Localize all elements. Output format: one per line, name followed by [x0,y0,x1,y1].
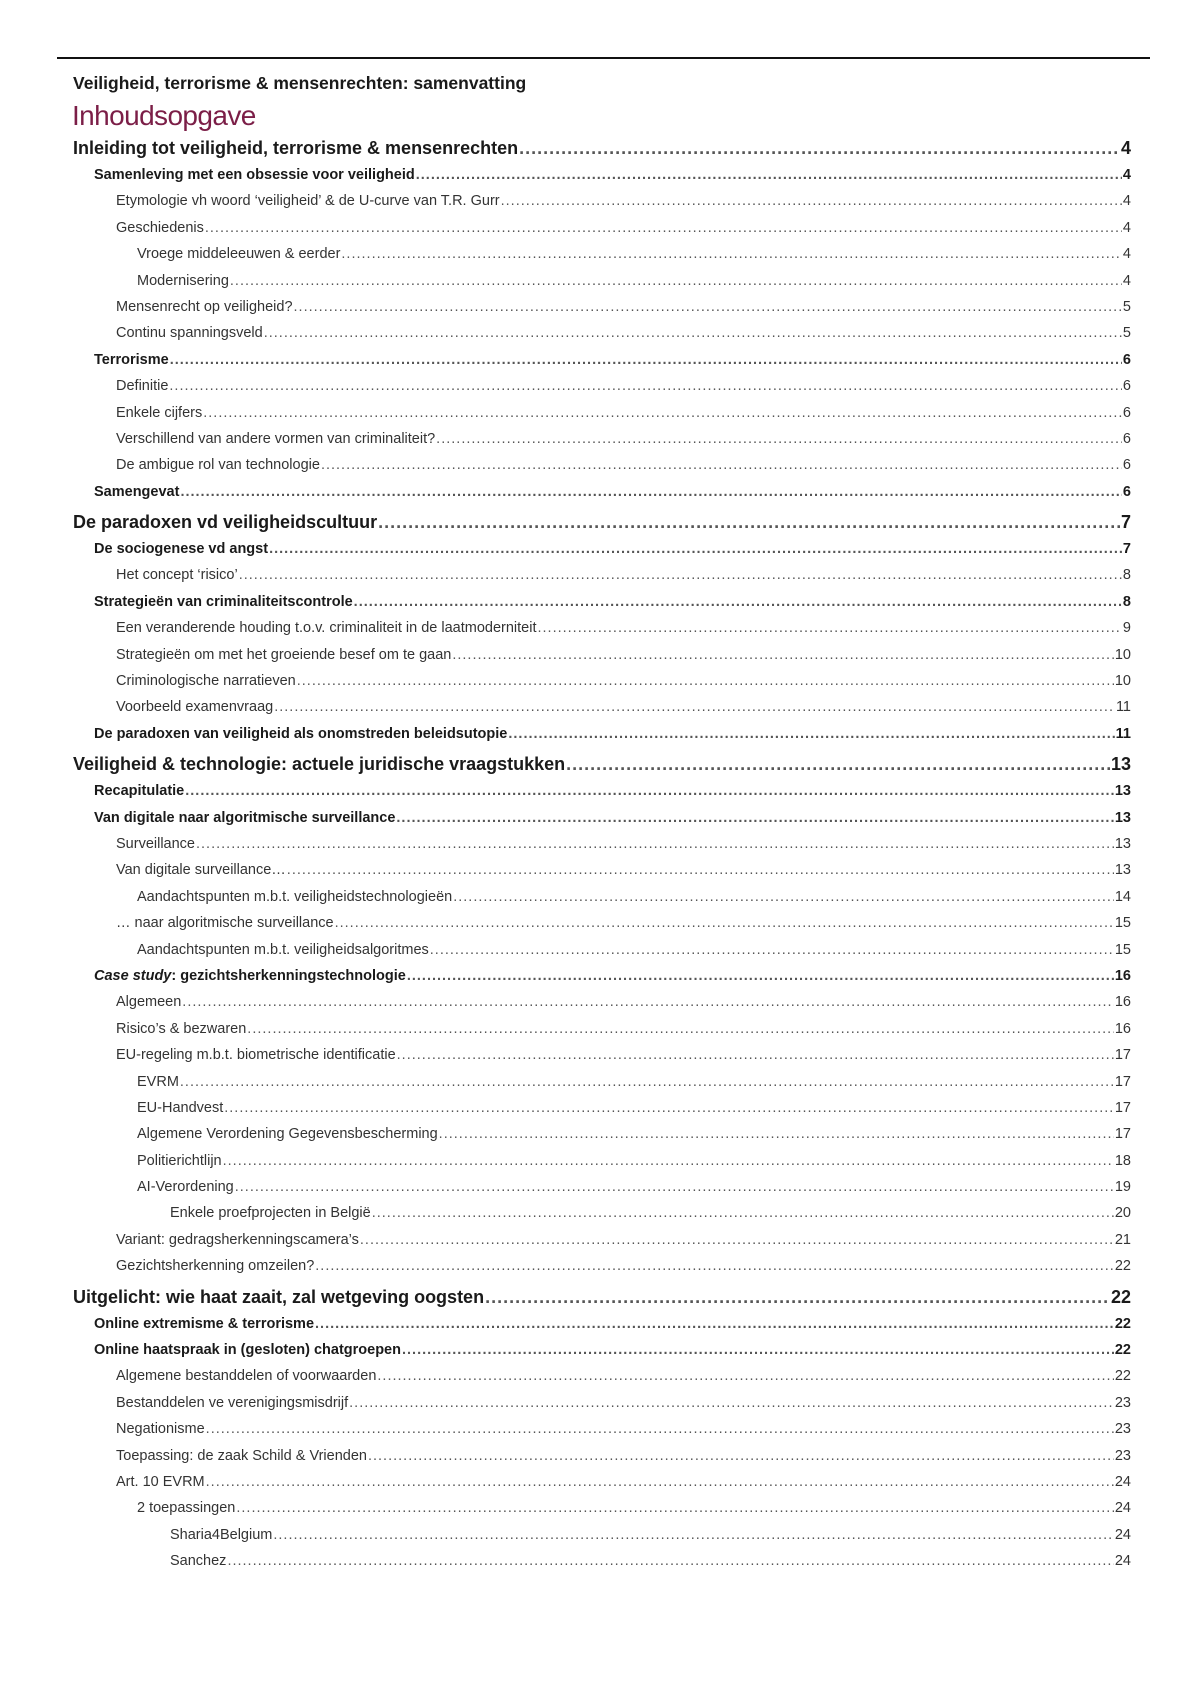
toc-page-number: 20 [1114,1205,1131,1222]
toc-entry[interactable] [73,1527,1131,1553]
toc-entry[interactable] [73,457,1131,483]
toc-entry-title [116,567,238,583]
toc-page-number: 11 [1115,725,1131,742]
toc-page-number: 6 [1122,430,1131,447]
toc-entry[interactable] [73,1153,1131,1179]
toc-dot-leader [206,1421,1114,1438]
toc-entry-title-text: Enkele cijfers [116,404,203,421]
toc-entry-title-text: Terrorisme [94,351,169,368]
toc-entry[interactable] [73,1021,1131,1047]
toc-page-number: 15 [1114,941,1131,958]
toc-entry-title-text: Continu spanningsveld [116,325,263,342]
toc-entry[interactable] [73,594,1131,620]
toc-page-number: 5 [1122,325,1131,342]
toc-entry-title [116,1395,348,1411]
toc-entry-title [116,431,435,447]
toc-entry-title [116,1448,367,1464]
toc-entry-title-text: Inleiding tot veiligheid, terrorisme & mensenrechten [73,138,519,158]
toc-entry[interactable] [73,1232,1131,1258]
toc-entry[interactable] [73,862,1131,888]
toc-entry-title-text: De sociogenese vd angst [94,541,269,558]
toc-entry-title [94,484,179,500]
toc-entry-title [116,862,286,878]
toc-dot-leader [537,620,1121,637]
toc-entry-title-text: Geschiedenis [116,219,204,236]
toc-page-number: 9 [1122,620,1131,637]
toc-entry-title-text: Uitgelicht: wie haat zaait, zal wetgeving oogsten [73,1286,485,1307]
toc-entry-title [73,754,565,775]
toc-entry[interactable] [73,783,1131,809]
toc-entry[interactable] [73,968,1131,994]
toc-dot-leader [519,138,1120,160]
toc-entry-title [94,352,169,368]
toc-entry-title-text: Algemene bestanddelen of voorwaarden [116,1368,377,1385]
toc-entry[interactable] [73,1474,1131,1500]
toc-entry-title [116,405,202,421]
toc-page-number: 23 [1114,1447,1131,1464]
toc-entry-title [116,1021,246,1037]
toc-entry[interactable] [73,246,1131,272]
toc-entry-title-text: Modernisering [137,272,229,289]
toc-entry-title-text: Samengevat [94,483,180,500]
toc-entry-title-text: Negationisme [116,1421,205,1438]
toc-dot-leader [170,352,1122,369]
toc-entry-title [137,1074,179,1090]
toc-entry-title-text: De paradoxen vd veiligheidscultuur [73,512,378,533]
toc-entry-title [73,512,377,533]
toc-entry-title-text: Enkele proefprojecten in België [170,1205,371,1222]
toc-entry-title-text: Mensenrecht op veiligheid? [116,298,293,315]
toc-dot-leader [203,405,1122,422]
toc-entry[interactable] [73,699,1131,725]
toc-entry-title [94,968,406,984]
toc-entry[interactable] [73,1368,1131,1394]
toc-entry-title-text: Definitie [116,378,169,395]
toc-page-number: 22 [1110,1286,1131,1307]
toc-entry-title-text: 2 toepassingen [137,1500,236,1517]
toc-entry-title [94,1316,314,1332]
toc-dot-leader [349,1395,1114,1412]
toc-dot-leader [354,594,1122,611]
toc-entry-title [116,1474,205,1490]
toc-dot-leader [397,1047,1114,1064]
toc-page-number: 24 [1114,1473,1131,1490]
toc-entry-title-text: Online haatspraak in (gesloten) chatgroepen [94,1342,401,1359]
toc-dot-leader [223,1153,1114,1170]
toc-entry[interactable] [73,1126,1131,1152]
toc-entry-title [73,1287,484,1308]
toc-entry-title-text: Variant: gedragsherkenningscamera’s [116,1231,359,1248]
toc-dot-leader [416,167,1122,184]
toc-heading: Inhoudsopgave [72,100,256,131]
toc-entry-title [116,915,334,931]
toc-page-number: 17 [1114,1126,1131,1143]
toc-entry-title [137,1100,223,1116]
toc-page-number: 6 [1122,378,1131,395]
toc-page-number: 17 [1114,1047,1131,1064]
table-of-contents [73,136,1131,1580]
toc-entry[interactable] [73,726,1131,752]
toc-entry-title-text: : gezichtsherkenningstechnologie [171,967,406,984]
toc-entry-title-text: Voorbeeld examenvraag [116,699,274,716]
toc-page-number: 7 [1120,512,1131,533]
toc-entry[interactable] [73,836,1131,862]
toc-page-number: 18 [1114,1152,1131,1169]
toc-dot-leader [180,484,1121,501]
toc-entry-title-text: Vroege middeleeuwen & eerder [137,246,341,263]
toc-entry-title-text: Sanchez [170,1553,227,1570]
toc-entry[interactable] [73,510,1131,541]
toc-page-number: 22 [1114,1342,1131,1359]
toc-entry-title [94,594,353,610]
toc-entry-title [94,726,507,742]
toc-entry-title-text: Van digitale surveillance… [116,862,286,879]
toc-dot-leader [377,1368,1113,1385]
toc-dot-leader [294,299,1122,316]
toc-page-number: 13 [1114,862,1131,879]
toc-entry[interactable] [73,1500,1131,1526]
toc-dot-leader [235,1179,1114,1196]
toc-entry[interactable] [73,1448,1131,1474]
toc-dot-leader [196,836,1114,853]
toc-entry-title [137,1126,438,1142]
toc-page-number: 24 [1114,1500,1131,1517]
toc-dot-leader [315,1316,1114,1333]
toc-page-number: 6 [1122,457,1131,474]
toc-entry-title [137,1153,222,1169]
toc-page-number: 19 [1114,1179,1131,1196]
toc-page-number: 7 [1122,541,1131,558]
toc-dot-leader [264,325,1122,342]
toc-entry-title [116,836,195,852]
toc-entry-title [116,325,263,341]
toc-entry-title [137,1179,234,1195]
toc-entry[interactable] [73,1285,1131,1316]
toc-page-number: 16 [1114,994,1131,1011]
toc-page-number: 13 [1110,754,1131,775]
toc-entry[interactable] [73,889,1131,915]
toc-dot-leader [452,647,1114,664]
toc-dot-leader [566,754,1110,776]
toc-dot-leader [430,942,1114,959]
toc-entry-title [116,673,296,689]
toc-dot-leader [453,889,1114,906]
toc-page-number: 16 [1114,1020,1131,1037]
toc-entry-title [116,699,273,715]
toc-entry[interactable] [73,167,1131,193]
toc-dot-leader [407,968,1114,985]
toc-page-number: 4 [1120,138,1131,158]
toc-entry[interactable] [73,752,1131,783]
toc-entry-title [116,1047,396,1063]
toc-entry-title-text: Samenleving met een obsessie voor veiligheid [94,167,415,183]
top-rule [57,57,1150,59]
toc-page-number: 24 [1114,1553,1131,1570]
toc-dot-leader [206,1474,1114,1491]
toc-entry[interactable] [73,915,1131,941]
toc-page-number: 13 [1114,809,1131,826]
toc-dot-leader [169,378,1122,395]
toc-entry-title-text: Strategieën van criminaliteitscontrole [94,593,353,610]
toc-page-number: 4 [1122,167,1131,183]
toc-entry-title-text: … naar algoritmische surveillance [116,915,334,932]
toc-entry-title [94,783,184,799]
toc-entry[interactable] [73,994,1131,1020]
toc-entry[interactable] [73,810,1131,836]
toc-dot-leader [227,1553,1113,1570]
toc-dot-leader [436,431,1122,448]
toc-entry-title [94,167,415,183]
toc-entry-title-text: Recapitulatie [94,783,185,800]
toc-entry[interactable] [73,1100,1131,1126]
toc-entry-title [137,889,452,905]
toc-entry[interactable] [73,673,1131,699]
toc-entry-title-text: Het concept ‘risico’ [116,567,238,584]
toc-entry-title-text: Aandachtspunten m.b.t. veiligheidstechnologieën [137,888,453,905]
toc-entry-title [137,942,429,958]
toc-entry[interactable] [73,136,1131,167]
toc-dot-leader [368,1448,1114,1465]
toc-entry[interactable] [73,431,1131,457]
toc-page-number: 22 [1114,1258,1131,1275]
toc-entry-title-text: Gezichtsherkenning omzeilen? [116,1258,315,1275]
toc-entry-title-text: EVRM [137,1073,179,1090]
toc-page-number: 22 [1114,1315,1131,1332]
toc-dot-leader [273,1527,1113,1544]
document-header: Veiligheid, terrorisme & mensenrechten: samenvatting [73,73,527,93]
toc-entry-title [94,810,395,826]
toc-dot-leader [287,862,1114,879]
toc-dot-leader [205,220,1122,237]
toc-entry-title [170,1553,226,1569]
toc-dot-leader [180,1074,1114,1091]
toc-entry-title [116,1368,376,1384]
toc-page-number: 23 [1114,1421,1131,1438]
toc-dot-leader [402,1342,1114,1359]
toc-entry-title [116,1258,314,1274]
toc-entry-title-text: Politierichtlijn [137,1152,222,1169]
toc-dot-leader [335,915,1114,932]
toc-entry-title [116,378,168,394]
toc-page-number: 22 [1114,1368,1131,1385]
toc-entry-title-text: Sharia4Belgium [170,1526,273,1543]
toc-entry-title-text: Art. 10 EVRM [116,1473,205,1490]
toc-entry[interactable] [73,299,1131,325]
toc-entry-title-text: Strategieën om met het groeiende besef om te gaan [116,646,452,663]
toc-entry-title-text: Online extremisme & terrorisme [94,1315,315,1332]
toc-page-number: 4 [1122,246,1131,263]
toc-entry[interactable] [73,1553,1131,1579]
toc-page-number: 21 [1114,1231,1131,1248]
toc-entry[interactable] [73,1205,1131,1231]
toc-page-number: 17 [1114,1073,1131,1090]
toc-entry-title [116,1421,205,1437]
toc-entry-title [116,1232,359,1248]
toc-entry[interactable] [73,1074,1131,1100]
toc-dot-leader [182,994,1114,1011]
toc-entry-title-text: Surveillance [116,835,195,852]
toc-entry-title-text: Aandachtspunten m.b.t. veiligheidsalgoritmes [137,941,429,958]
toc-dot-leader [274,699,1115,716]
toc-page-number: 13 [1114,835,1131,852]
toc-dot-leader [247,1021,1114,1038]
toc-dot-leader [378,512,1120,534]
toc-entry[interactable] [73,942,1131,968]
toc-dot-leader [269,541,1122,558]
toc-dot-leader [315,1258,1114,1275]
toc-entry-title-text: Criminologische narratieven [116,673,296,690]
toc-dot-leader [185,783,1114,800]
toc-entry-title [116,299,293,315]
toc-entry-title-text: Van digitale naar algoritmische surveillance [94,809,396,826]
toc-entry-title-text: De paradoxen van veiligheid als onomstreden beleidsutopie [94,725,508,742]
toc-entry[interactable] [73,1258,1131,1284]
toc-page-number: 13 [1114,783,1131,800]
toc-entry[interactable] [73,1179,1131,1205]
toc-entry[interactable] [73,1316,1131,1342]
toc-page-number: 6 [1122,404,1131,421]
toc-entry-title [116,994,181,1010]
toc-entry-title-text: De ambigue rol van technologie [116,457,320,474]
toc-page-number: 8 [1122,593,1131,610]
toc-dot-leader [224,1100,1114,1117]
toc-dot-leader [396,810,1113,827]
toc-page-number: 6 [1122,351,1131,368]
toc-entry[interactable] [73,1342,1131,1368]
toc-entry-title [116,647,451,663]
toc-entry[interactable] [73,484,1131,510]
toc-entry[interactable] [73,1395,1131,1421]
toc-entry-title-text: EU-regeling m.b.t. biometrische identificatie [116,1047,396,1064]
toc-entry[interactable] [73,352,1131,378]
toc-dot-leader [321,457,1122,474]
toc-dot-leader [341,246,1122,263]
toc-page-number: 11 [1115,699,1131,716]
toc-entry[interactable] [73,1421,1131,1447]
toc-page-number: 17 [1114,1099,1131,1116]
toc-page-number: 8 [1122,567,1131,584]
toc-entry[interactable] [73,647,1131,673]
toc-entry-title-text: Een veranderende houding t.o.v. criminaliteit in de laatmoderniteit [116,620,537,637]
toc-entry-title-text: Algemeen [116,994,182,1011]
toc-page-number: 23 [1114,1394,1131,1411]
toc-page-number: 10 [1114,673,1131,690]
toc-entry-title [170,1205,371,1221]
toc-entry-title-text: Risico’s & bezwaren [116,1020,247,1037]
toc-page-number: 4 [1122,193,1131,210]
toc-entry-title-text: Veiligheid & technologie: actuele juridische vraagstukken [73,754,566,775]
toc-dot-leader [485,1287,1110,1309]
toc-entry-title [137,1500,235,1516]
toc-entry[interactable] [73,620,1131,646]
toc-page-number: 6 [1122,483,1131,500]
toc-entry-title-text: Etymologie vh woord ‘veiligheid’ & de U-curve van T.R. Gurr [116,193,500,210]
toc-entry-title-italic: Case study [94,967,172,984]
toc-entry-title [170,1527,272,1543]
toc-entry-title-text: Bestanddelen ve verenigingsmisdrijf [116,1394,349,1411]
toc-entry[interactable] [73,273,1131,299]
toc-dot-leader [297,673,1114,690]
toc-dot-leader [372,1205,1114,1222]
toc-entry[interactable] [73,325,1131,351]
toc-entry[interactable] [73,193,1131,219]
toc-page-number: 4 [1122,272,1131,289]
toc-page-number: 16 [1114,967,1131,984]
toc-page-number: 5 [1122,298,1131,315]
toc-page-number: 10 [1114,646,1131,663]
toc-entry[interactable] [73,378,1131,404]
toc-entry-title [116,457,320,473]
toc-entry-title-text: EU-Handvest [137,1099,224,1116]
toc-entry[interactable] [73,405,1131,431]
toc-page-number: 14 [1114,888,1131,905]
toc-dot-leader [360,1232,1114,1249]
toc-entry[interactable] [73,1047,1131,1073]
toc-entry[interactable] [73,220,1131,246]
toc-entry[interactable] [73,567,1131,593]
toc-entry-title [116,193,500,209]
toc-entry-title [73,138,518,159]
toc-entry-title [116,220,204,236]
toc-dot-leader [239,567,1122,584]
toc-entry-title-text: Verschillend van andere vormen van criminaliteit? [116,430,436,447]
toc-dot-leader [439,1126,1114,1143]
toc-dot-leader [230,273,1122,290]
toc-entry-title [94,1342,401,1358]
toc-entry-title-text: Algemene Verordening Gegevensbescherming [137,1126,438,1143]
toc-dot-leader [501,193,1122,210]
toc-dot-leader [508,726,1114,743]
toc-entry-title [94,541,268,557]
toc-entry-title-text: Toepassing: de zaak Schild & Vrienden [116,1447,367,1464]
toc-entry-title-text: AI-Verordening [137,1179,234,1196]
toc-entry-title [137,273,229,289]
toc-entry[interactable] [73,541,1131,567]
toc-entry-title [137,246,340,262]
toc-page-number: 15 [1114,915,1131,932]
toc-entry-title [116,620,536,636]
toc-page-number: 24 [1114,1526,1131,1543]
toc-page-number: 4 [1122,219,1131,236]
toc-dot-leader [236,1500,1114,1517]
